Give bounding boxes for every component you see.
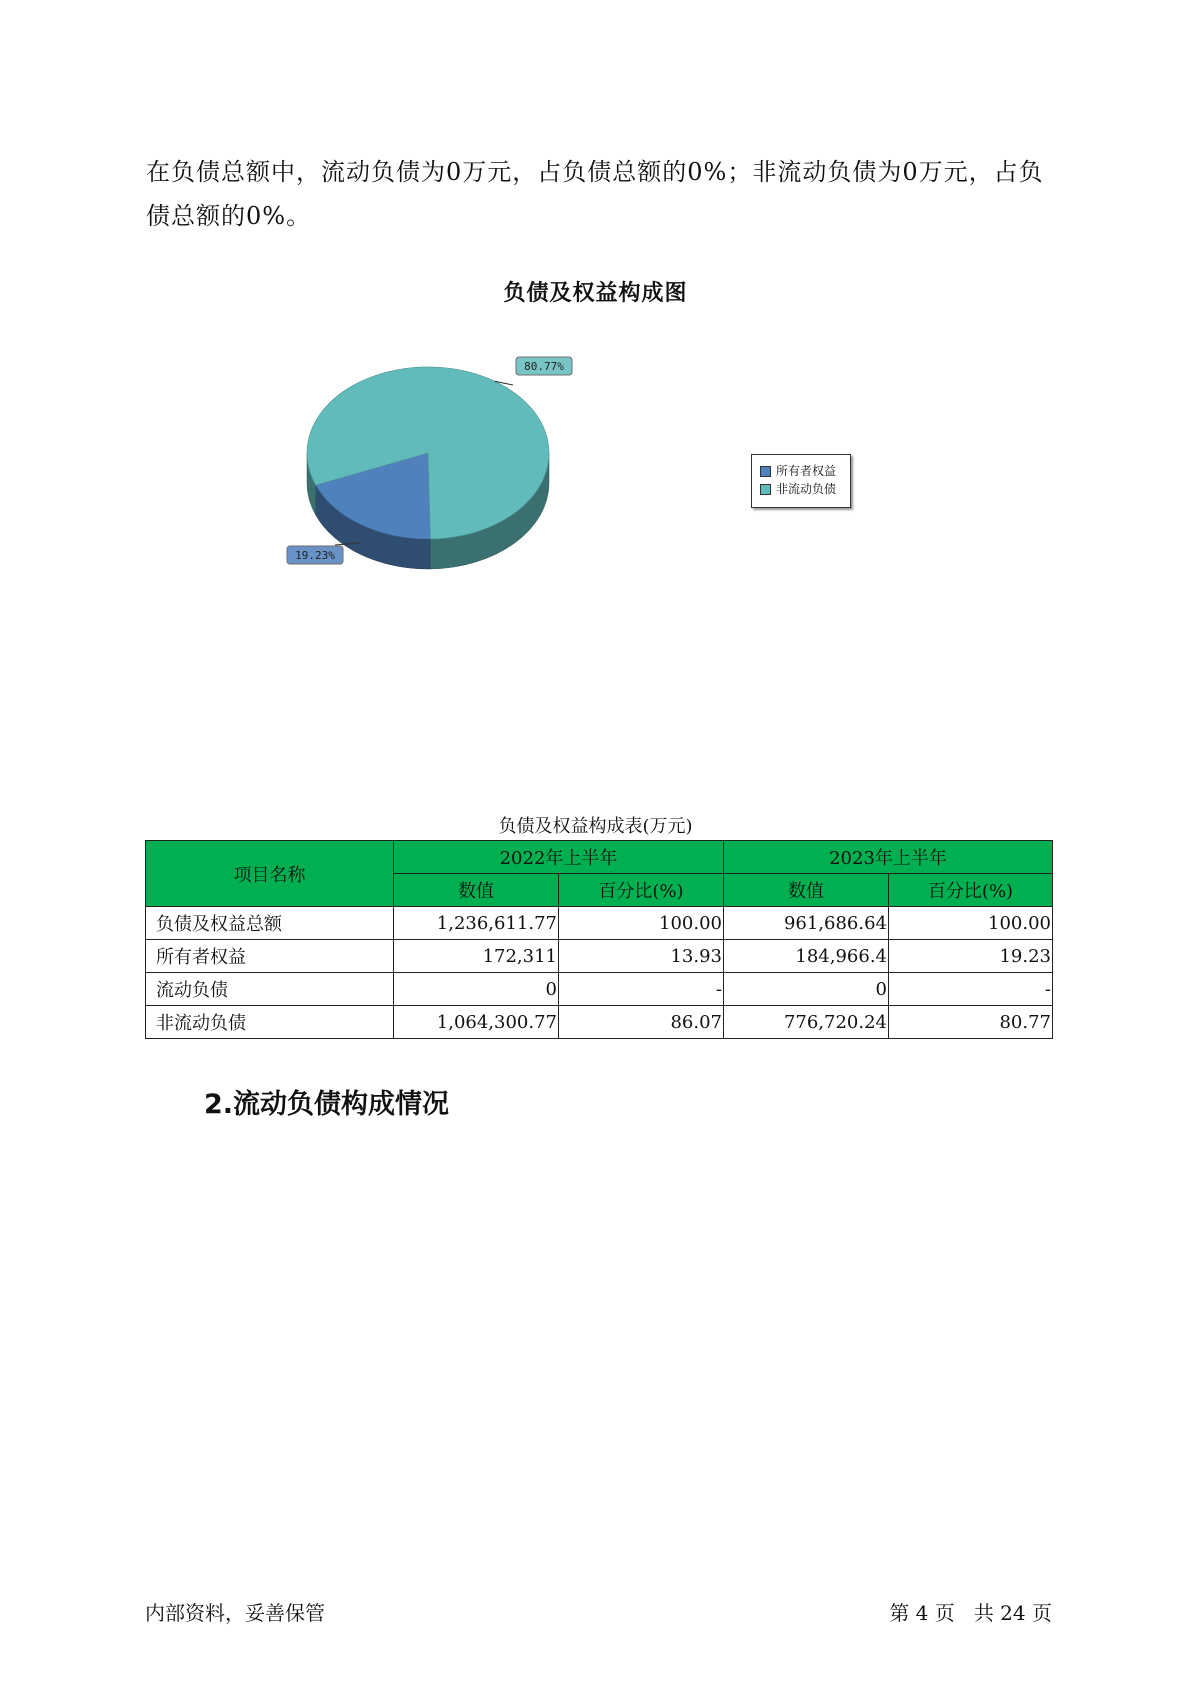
cell-percent-2023: - <box>889 973 1053 1006</box>
legend-label: 所有者权益 <box>776 464 837 478</box>
pie-data-label-0: 19.23% <box>295 549 335 562</box>
cell-percent-2022: 86.07 <box>559 1006 724 1039</box>
legend-label: 非流动负债 <box>776 482 837 496</box>
chart-title: 负债及权益构成图 <box>503 281 688 306</box>
table-row <box>146 973 1053 1006</box>
row-name: 负债及权益总额 <box>146 907 394 940</box>
section-heading: 2.流动负债构成情况 <box>204 1089 450 1120</box>
liability-equity-table <box>145 840 1053 1039</box>
table-row <box>146 907 1053 940</box>
table-row <box>146 1006 1053 1039</box>
cell-value-2023: 184,966.4 <box>724 940 889 973</box>
table-row <box>146 940 1053 973</box>
cell-value-2023: 776,720.24 <box>724 1006 889 1039</box>
legend-swatch-noncurrent-liabilities <box>760 484 771 495</box>
header-period-2023: 2023年上半年 <box>724 841 1053 874</box>
table-header-row <box>146 841 1053 874</box>
header-percent: 百分比(%) <box>889 874 1053 907</box>
legend-swatch-owners-equity <box>760 466 771 477</box>
cell-value-2023: 961,686.64 <box>724 907 889 940</box>
footer-page-number: 第 4 页 共 24 页 <box>889 1601 1052 1625</box>
row-name: 非流动负债 <box>146 1006 394 1039</box>
cell-value-2023: 0 <box>724 973 889 1006</box>
cell-percent-2022: 100.00 <box>559 907 724 940</box>
header-value: 数值 <box>724 874 889 907</box>
header-period-2022: 2022年上半年 <box>394 841 724 874</box>
header-item-name: 项目名称 <box>146 841 394 907</box>
chart-legend <box>751 454 851 508</box>
pie-data-label-1: 80.77% <box>524 360 564 373</box>
legend-item-owners-equity <box>760 463 836 479</box>
header-value: 数值 <box>394 874 559 907</box>
cell-percent-2023: 100.00 <box>889 907 1053 940</box>
cell-value-2022: 1,064,300.77 <box>394 1006 559 1039</box>
legend-item-noncurrent-liabilities <box>760 481 836 497</box>
summary-paragraph: 在负债总额中，流动负债为0万元，占负债总额的0%；非流动负债为0万元，占负债总额的0%。 <box>146 158 1044 230</box>
cell-value-2022: 0 <box>394 973 559 1006</box>
cell-percent-2022: 13.93 <box>559 940 724 973</box>
cell-percent-2023: 80.77 <box>889 1006 1053 1039</box>
header-percent: 百分比(%) <box>559 874 724 907</box>
cell-percent-2022: - <box>559 973 724 1006</box>
cell-value-2022: 1,236,611.77 <box>394 907 559 940</box>
table-caption: 负债及权益构成表(万元) <box>498 816 693 837</box>
cell-percent-2023: 19.23 <box>889 940 1053 973</box>
pie-chart <box>0 0 1191 700</box>
row-name: 所有者权益 <box>146 940 394 973</box>
cell-value-2022: 172,311 <box>394 940 559 973</box>
row-name: 流动负债 <box>146 973 394 1006</box>
footer-confidential-note: 内部资料，妥善保管 <box>145 1601 325 1625</box>
